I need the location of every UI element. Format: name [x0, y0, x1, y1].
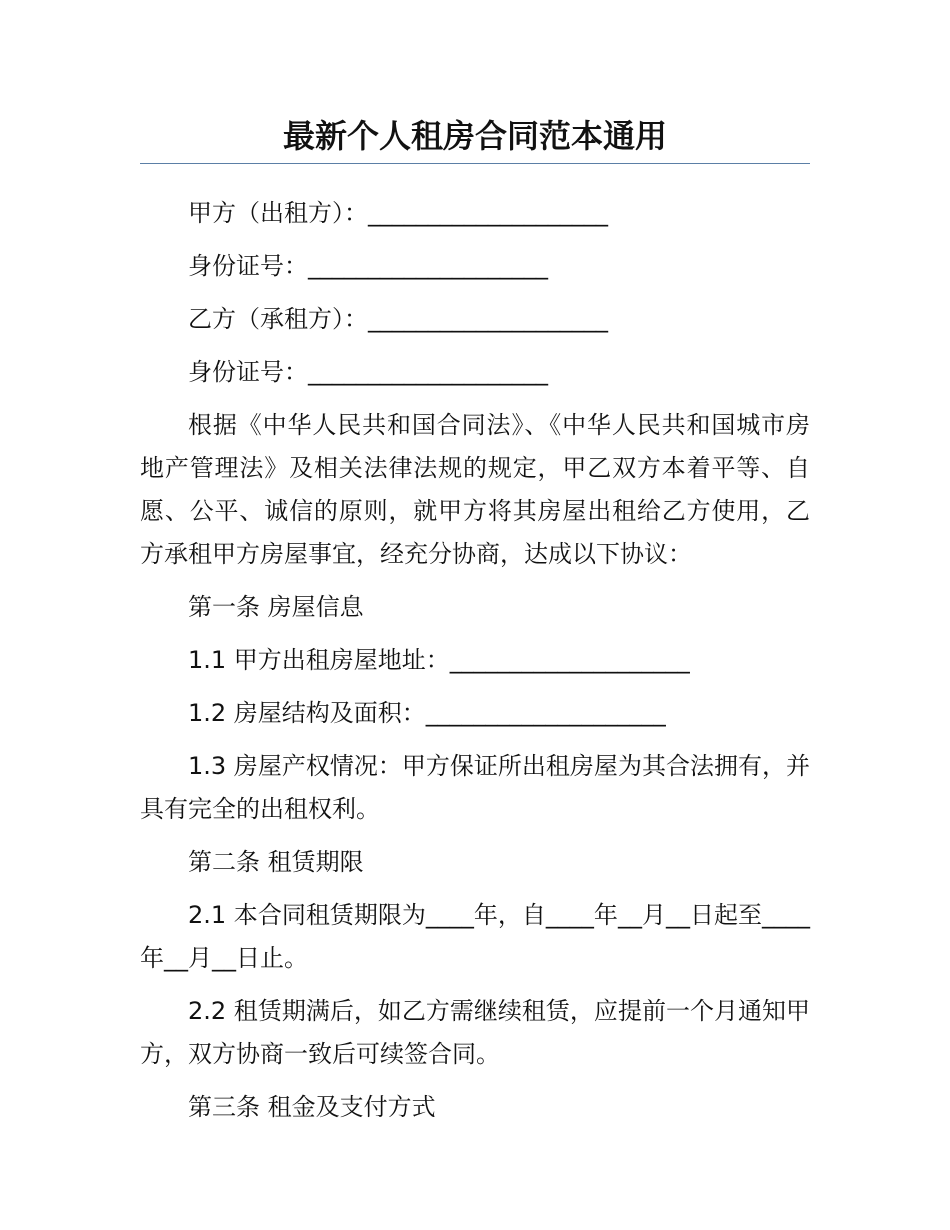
article-1-heading: 第一条 房屋信息	[188, 593, 364, 621]
clause-2-2: 2.2 租赁期满后，如乙方需继续租赁，应提前一个月通知甲方，双方协商一致后可续签合同。	[140, 997, 810, 1068]
clause-1-2: 1.2 房屋结构及面积：____________________	[188, 699, 666, 727]
article-3-heading: 第三条 租金及支付方式	[188, 1093, 436, 1121]
document-title: 最新个人租房合同范本通用	[282, 117, 667, 155]
title-underline	[140, 163, 810, 164]
party-a-id-line: 身份证号：____________________	[188, 252, 548, 280]
party-b-line: 乙方（承租方）：____________________	[188, 305, 608, 333]
clause-1-3: 1.3 房屋产权情况：甲方保证所出租房屋为其合法拥有，并具有完全的出租权利。	[140, 752, 810, 823]
clause-2-1: 2.1 本合同租赁期限为____年，自____年__月__日起至____年__月__日止。	[140, 901, 810, 972]
clause-1-1: 1.1 甲方出租房屋地址：____________________	[188, 646, 690, 674]
preamble-paragraph: 根据《中华人民共和国合同法》、《中华人民共和国城市房地产管理法》及相关法律法规的规定，甲乙双方本着平等、自愿、公平、诚信的原则，就甲方将其房屋出租给乙方使用，乙方承租甲方房屋事宜，经充分协商，达成以下协议：	[140, 411, 810, 568]
document-body	[140, 192, 810, 1139]
party-a-line: 甲方（出租方）：____________________	[188, 199, 608, 227]
article-2-heading: 第二条 租赁期限	[188, 848, 364, 876]
party-b-id-line: 身份证号：____________________	[188, 358, 548, 386]
